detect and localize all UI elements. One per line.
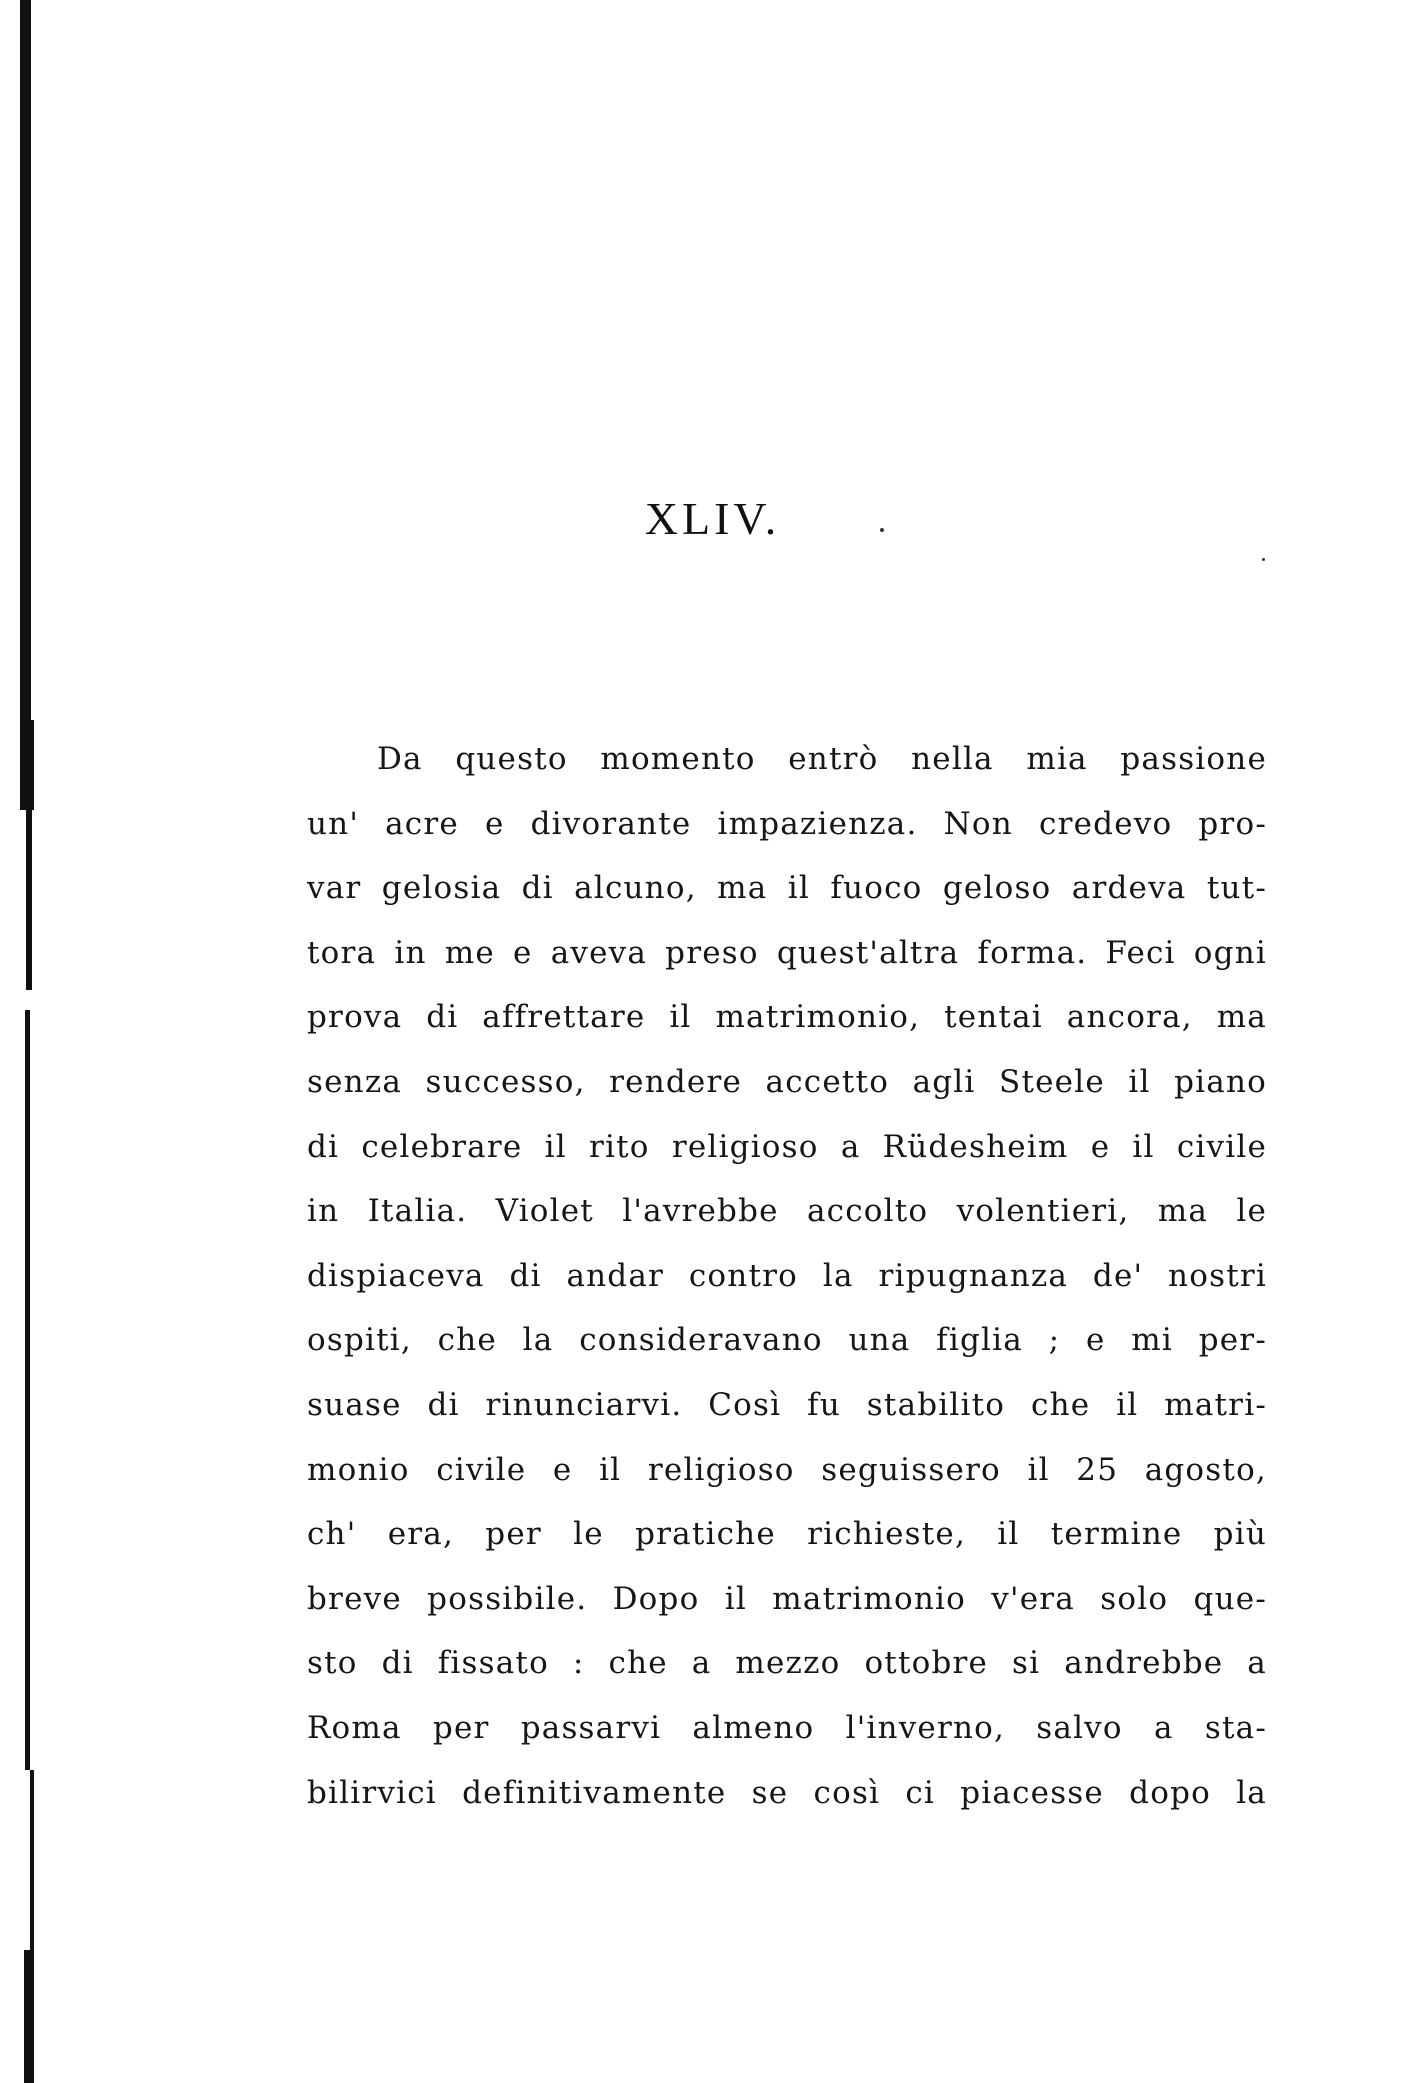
text-line: bilirvici definitivamente se così ci piacesse dopo la (307, 1774, 1267, 1811)
text-line: in Italia. Violet l'avrebbe accolto volentieri, ma le (307, 1193, 1267, 1230)
text-line: un' acre e divorante impazienza. Non credevo pro- (307, 805, 1267, 842)
text-line: Da questo momento entrò nella mia passione (377, 741, 1267, 777)
text-line: sto di fissato : che a mezzo ottobre si andrebbe a (307, 1645, 1267, 1682)
text-line: senza successo, rendere accetto agli Steele il piano (307, 1063, 1267, 1100)
text-line: di celebrare il rito religioso a Rüdesheim e il civile (307, 1128, 1267, 1165)
binding-shadow-segment (20, 720, 34, 810)
text-line: prova di affrettare il matrimonio, tentai ancora, ma (307, 999, 1267, 1036)
scan-speck (880, 528, 884, 532)
binding-shadow-segment (25, 1010, 30, 1770)
text-line: ospiti, che la consideravano una figlia ; e mi per- (307, 1322, 1267, 1359)
text-line: breve possibile. Dopo il matrimonio v'era solo que- (307, 1580, 1267, 1617)
text-line: dispiaceva di andar contro la ripugnanza de' nostri (307, 1257, 1267, 1294)
text-line: monio civile e il religioso seguissero il 25 agosto, (307, 1451, 1267, 1488)
text-line: suase di rinunciarvi. Così fu stabilito che il matri- (307, 1386, 1267, 1423)
binding-shadow-segment (30, 1770, 34, 1950)
text-line: Roma per passarvi almeno l'inverno, salvo a sta- (307, 1709, 1267, 1746)
binding-edge (20, 0, 34, 2083)
chapter-body-text (307, 727, 1267, 1825)
binding-shadow-segment (24, 1950, 34, 2083)
text-line: tora in me e aveva preso quest'altra forma. Feci ogni (307, 934, 1267, 971)
text-line: ch' era, per le pratiche richieste, il termine più (307, 1516, 1267, 1553)
binding-shadow-segment (26, 810, 32, 990)
binding-shadow-segment (20, 0, 31, 720)
scan-speck (1262, 558, 1265, 561)
chapter-heading: XLIV. (644, 493, 781, 544)
text-line: var gelosia di alcuno, ma il fuoco geloso ardeva tut- (307, 870, 1267, 907)
